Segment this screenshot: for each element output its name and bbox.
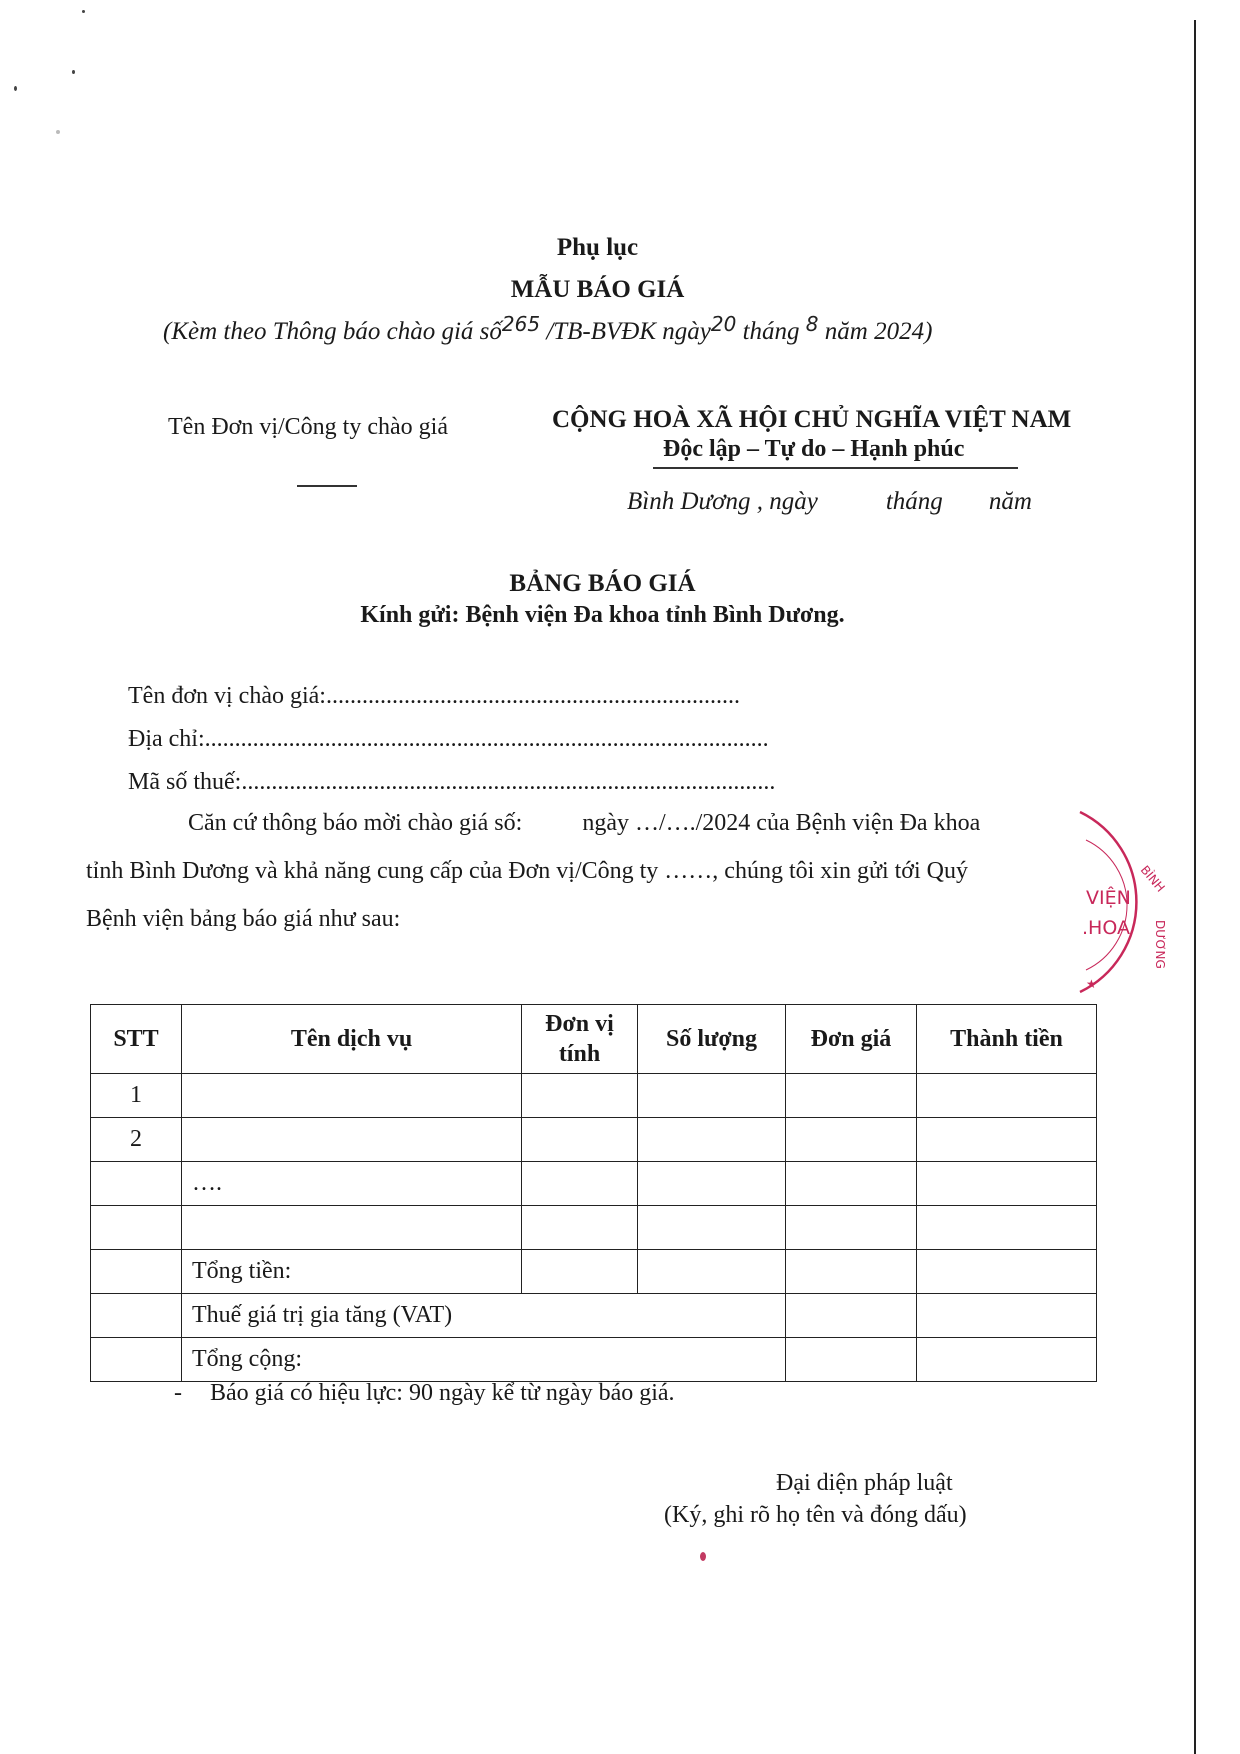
cell-unit[interactable]: [522, 1206, 638, 1250]
quote-title: BẢNG BÁO GIÁ: [509, 570, 696, 597]
cell-quantity[interactable]: [638, 1206, 786, 1250]
vat-label: Thuế giá trị gia tăng (VAT): [182, 1294, 786, 1338]
field-company-name: Tên đơn vị chào giá:.....................................................................: [128, 683, 740, 709]
place-date-year: năm: [988, 488, 1032, 515]
cell-amount[interactable]: [917, 1074, 1097, 1118]
table-header-row: [91, 1005, 1097, 1074]
form-title: MẪU BÁO GIÁ: [510, 276, 685, 303]
stamp-inner-line-1: VIỆN: [1086, 887, 1131, 909]
scan-speck: [56, 130, 60, 134]
cell-stt: [91, 1162, 182, 1206]
header-amount: Thành tiền: [917, 1005, 1097, 1074]
intro-line-1a: Căn cứ thông báo mời chào giá số:: [188, 810, 523, 836]
signature-title: Đại diện pháp luật: [776, 1470, 953, 1496]
cell-unit[interactable]: [522, 1250, 638, 1294]
cell-unit[interactable]: [522, 1074, 638, 1118]
scan-speck: [82, 10, 85, 13]
quote-table: [90, 1004, 1097, 1382]
cell-quantity[interactable]: [638, 1162, 786, 1206]
intro-line-1: [188, 810, 980, 837]
header-service-name: Tên dịch vụ: [182, 1005, 522, 1074]
handwritten-day: 20: [710, 312, 737, 336]
intro-line-1b: ngày …/…./2024 của Bệnh viện Đa khoa: [582, 810, 981, 836]
subtotal-label: Tổng tiền:: [182, 1250, 522, 1294]
table-row: [91, 1074, 1097, 1118]
place-date-month: tháng: [885, 488, 943, 515]
subtotal-amount[interactable]: [917, 1250, 1097, 1294]
company-name-rule: [297, 485, 357, 487]
signature-note: (Ký, ghi rõ họ tên và đóng dấu): [664, 1502, 967, 1528]
bullet-dash: -: [174, 1380, 182, 1406]
table-row: [91, 1162, 1097, 1206]
cell-stt: 2: [91, 1118, 182, 1162]
total-label: Tổng cộng:: [182, 1338, 786, 1382]
vat-row: [91, 1294, 1097, 1338]
stamp-text-right: DƯƠNG: [1153, 920, 1167, 969]
cell-quantity[interactable]: [638, 1250, 786, 1294]
nation-title: CỘNG HOÀ XÃ HỘI CHỦ NGHĨA VIỆT NAM: [552, 406, 1072, 433]
cell-unit-price[interactable]: [786, 1074, 917, 1118]
cell-unit-price[interactable]: [786, 1162, 917, 1206]
place-date-place: Bình Dương , ngày: [627, 488, 818, 515]
validity-text: Báo giá có hiệu lực: 90 ngày kể từ ngày báo giá.: [210, 1380, 675, 1406]
total-unit-price[interactable]: [786, 1338, 917, 1382]
cell-stt: [91, 1338, 182, 1382]
attached-month-label: tháng: [736, 318, 806, 345]
scan-speck: [14, 86, 17, 91]
motto-underline: [653, 467, 1018, 469]
cell-stt: 1: [91, 1074, 182, 1118]
hospital-stamp: [1040, 800, 1190, 1000]
attached-mid: /TB-BVĐK ngày: [540, 318, 711, 345]
handwritten-month: 8: [805, 312, 819, 336]
field-address: Địa chỉ:..............................................................................................: [128, 726, 769, 752]
total-row: [91, 1338, 1097, 1382]
stamp-text-top: BÌNH: [1137, 862, 1168, 895]
cell-unit-price[interactable]: [786, 1118, 917, 1162]
cell-stt: [91, 1250, 182, 1294]
table-row: [91, 1206, 1097, 1250]
total-amount[interactable]: [917, 1338, 1097, 1382]
header-quantity: Số lượng: [638, 1005, 786, 1074]
cell-service-name[interactable]: ….: [182, 1162, 522, 1206]
company-name-label: Tên Đơn vị/Công ty chào giá: [168, 414, 448, 440]
intro-line-3: Bệnh viện bảng báo giá như sau:: [86, 906, 401, 932]
table-row: [91, 1118, 1097, 1162]
scan-speck: [72, 70, 75, 74]
cell-quantity[interactable]: [638, 1074, 786, 1118]
attached-suffix: năm 2024): [818, 318, 933, 345]
handwritten-notice-number: 265: [501, 312, 541, 336]
stamp-inner-line-2: .HOA: [1082, 917, 1130, 939]
appendix-label: Phụ lục: [556, 234, 639, 261]
cell-amount[interactable]: [917, 1206, 1097, 1250]
cell-unit-price[interactable]: [786, 1206, 917, 1250]
place-date-line: [627, 488, 1032, 516]
subtotal-row: [91, 1250, 1097, 1294]
cell-service-name[interactable]: [182, 1118, 522, 1162]
cell-amount[interactable]: [917, 1118, 1097, 1162]
header-stt: STT: [91, 1005, 182, 1074]
cell-stt: [91, 1294, 182, 1338]
vat-amount[interactable]: [917, 1294, 1097, 1338]
attached-reference-line: [163, 312, 933, 346]
cell-unit-price[interactable]: [786, 1250, 917, 1294]
cell-stt: [91, 1206, 182, 1250]
vat-unit-price[interactable]: [786, 1294, 917, 1338]
national-motto: Độc lập – Tự do – Hạnh phúc: [663, 436, 965, 462]
ink-dot: [700, 1552, 706, 1561]
validity-note: [174, 1380, 675, 1407]
stamp-star-icon: ★: [1086, 977, 1097, 991]
cell-unit[interactable]: [522, 1118, 638, 1162]
recipient-line: Kính gửi: Bệnh viện Đa khoa tỉnh Bình Dương.: [360, 602, 845, 628]
cell-amount[interactable]: [917, 1162, 1097, 1206]
cell-unit[interactable]: [522, 1162, 638, 1206]
cell-service-name[interactable]: [182, 1206, 522, 1250]
header-unit: Đơn vị tính: [522, 1005, 638, 1074]
intro-line-2: tỉnh Bình Dương và khả năng cung cấp của Đơn vị/Công ty ……, chúng tôi xin gửi tới Quý: [86, 858, 968, 884]
cell-quantity[interactable]: [638, 1118, 786, 1162]
cell-service-name[interactable]: [182, 1074, 522, 1118]
field-tax-code: Mã số thuế:.........................................................................................: [128, 769, 776, 795]
header-unit-price: Đơn giá: [786, 1005, 917, 1074]
attached-prefix: (Kèm theo Thông báo chào giá số: [163, 318, 502, 345]
